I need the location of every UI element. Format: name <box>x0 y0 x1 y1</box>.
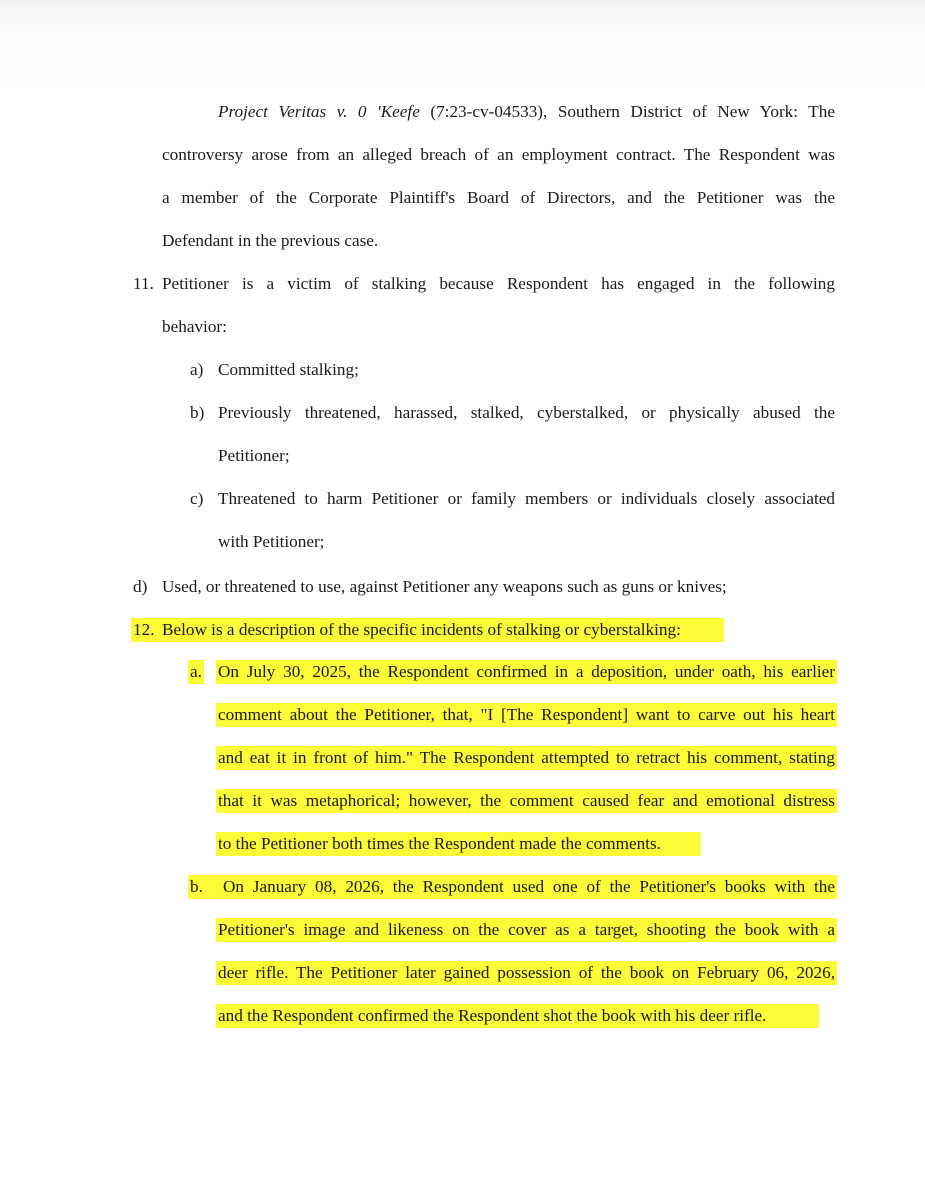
item-12a-line-3: and eat it in front of him." The Respondent attempted to retract his comment, stating <box>218 748 835 767</box>
item-12b-line-2: Petitioner's image and likeness on the cover as a target, shooting the book with a <box>218 920 835 939</box>
item-11b-line-2: Petitioner; <box>218 446 290 465</box>
item-11b-line-1: Previously threatened, harassed, stalked, cyberstalked, or physically abused the <box>218 403 835 422</box>
item-11b-marker: b) <box>190 403 205 422</box>
item-11-number: 11. <box>133 274 154 293</box>
item-12a-line-1: On July 30, 2025, the Respondent confirmed in a deposition, under oath, his earlier <box>218 662 835 681</box>
item-12a-line-5: to the Petitioner both times the Respondent made the comments. <box>218 834 661 853</box>
case-paragraph-line-2: controversy arose from an alleged breach of an employment contract. The Respondent was <box>162 145 835 164</box>
item-11c-marker: c) <box>190 489 204 508</box>
case-citation: (7:23-cv-04533), Southern District of New York: The <box>419 102 835 121</box>
item-12-number: 12. <box>133 620 155 639</box>
item-12a-line-2: comment about the Petitioner, that, "I [The Respondent] want to carve out his heart <box>218 705 835 724</box>
item-12b-line-1: On January 08, 2026, the Respondent used one of the Petitioner's books with the <box>223 877 835 896</box>
case-paragraph-line-4: Defendant in the previous case. <box>162 231 379 250</box>
item-12-text: Below is a description of the specific incidents of stalking or cyberstalking: <box>162 620 681 639</box>
case-name: Project Veritas v. 0 'Keefe <box>218 102 420 121</box>
item-11a-text: Committed stalking; <box>218 360 359 379</box>
item-12b-marker: b. <box>190 877 203 896</box>
item-11c-line-2: with Petitioner; <box>218 532 325 551</box>
case-paragraph-line-1 <box>218 100 835 124</box>
item-11-line-2: behavior: <box>162 317 227 336</box>
item-12b-line-4: and the Respondent confirmed the Respondent shot the book with his deer rifle. <box>218 1006 767 1025</box>
item-11c-line-1: Threatened to harm Petitioner or family members or individuals closely associated <box>218 489 835 508</box>
item-12a-line-4: that it was metaphorical; however, the comment caused fear and emotional distress <box>218 791 835 810</box>
item-11a-marker: a) <box>190 360 204 379</box>
item-d-marker: d) <box>133 577 148 596</box>
item-11-line-1: Petitioner is a victim of stalking because Respondent has engaged in the following <box>162 274 835 293</box>
case-paragraph-line-3: a member of the Corporate Plaintiff's Board of Directors, and the Petitioner was the <box>162 188 835 207</box>
item-12a-marker: a. <box>190 662 202 681</box>
item-d-text: Used, or threatened to use, against Petitioner any weapons such as guns or knives; <box>162 577 727 596</box>
item-12b-line-3: deer rifle. The Petitioner later gained possession of the book on February 06, 2026, <box>218 963 835 982</box>
